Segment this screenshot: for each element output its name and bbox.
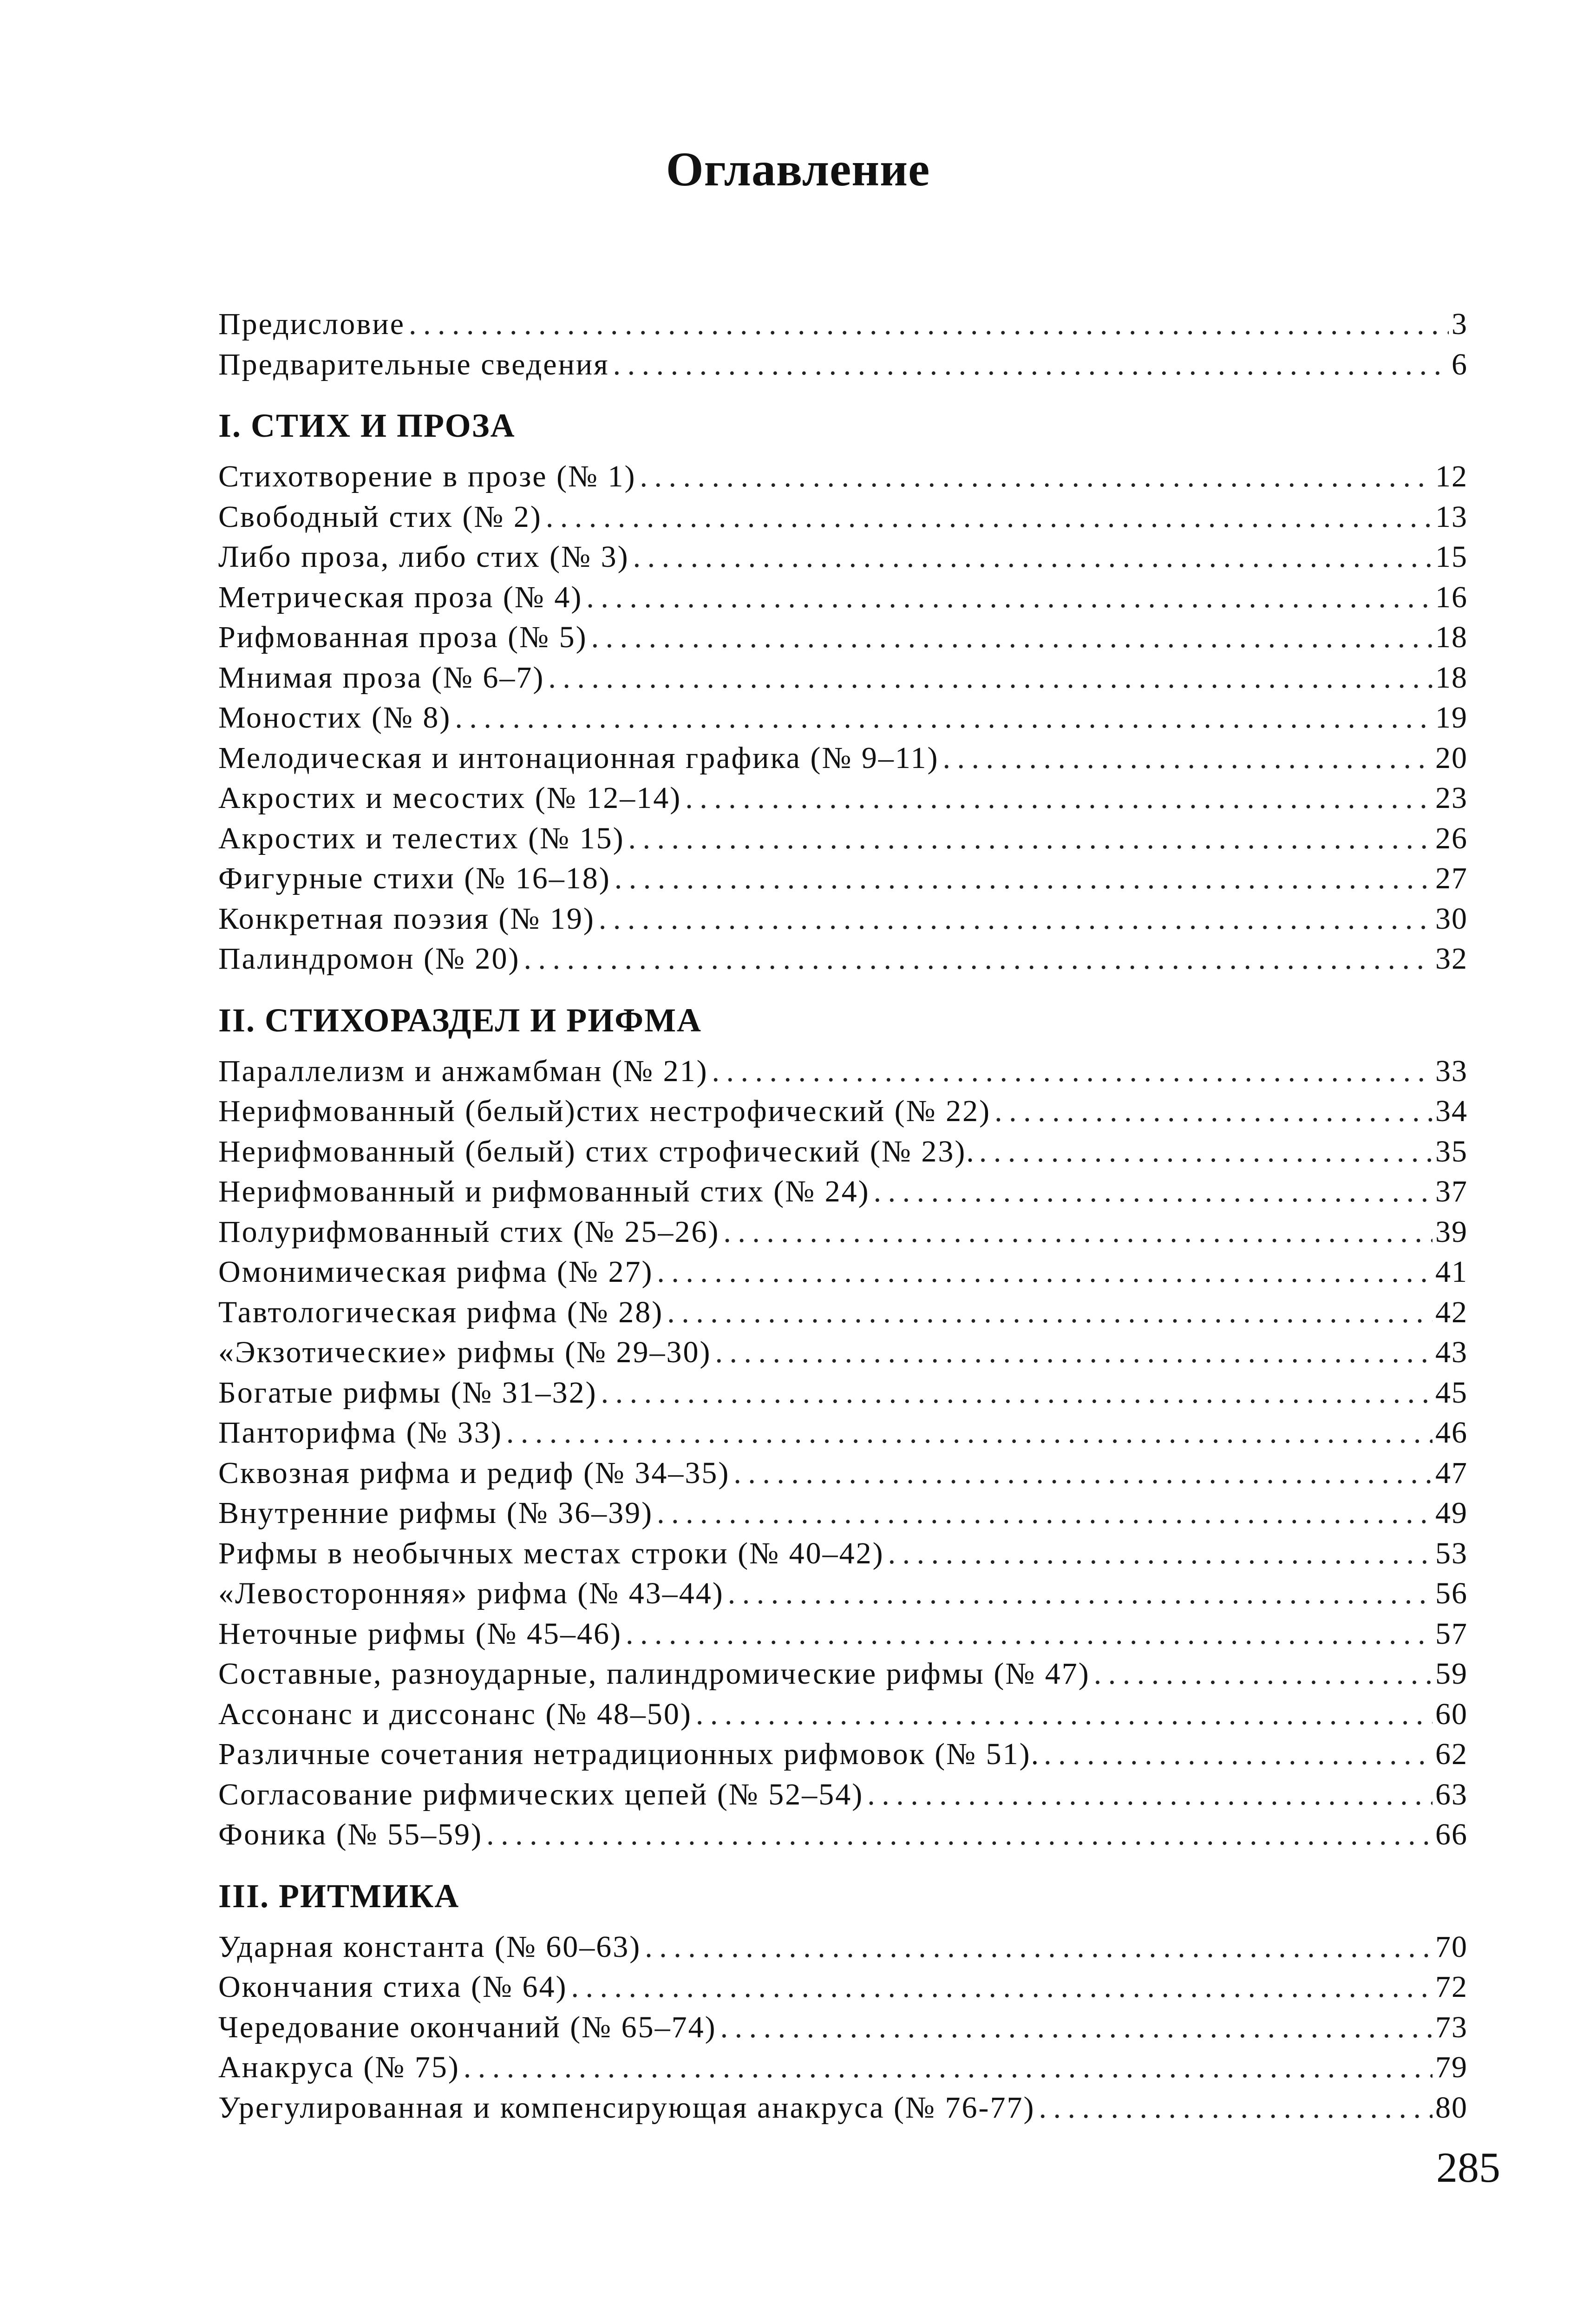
toc-entry-page: 53 <box>1435 1536 1468 1570</box>
toc-entry <box>218 1453 1468 1494</box>
toc-entry-label: Панторифма (№ 33) <box>218 1416 503 1450</box>
toc-entry <box>218 1373 1468 1413</box>
dot-leader <box>942 738 1432 778</box>
toc-entry-label: Моностих (№ 8) <box>218 701 451 735</box>
toc-entry-page: 43 <box>1435 1335 1468 1369</box>
dot-leader <box>506 1413 1432 1453</box>
dot-leader <box>455 698 1432 738</box>
toc-entry-label: Стихотворение в прозе (№ 1) <box>218 459 636 493</box>
toc-entry-label: Предисловие <box>218 307 405 341</box>
toc-entry-label: Фигурные стихи (№ 16–18) <box>218 861 611 895</box>
toc-entry <box>218 1775 1468 1815</box>
dot-leader <box>645 1927 1432 1967</box>
toc-entry <box>218 537 1468 577</box>
dot-leader <box>657 1252 1432 1292</box>
toc-entry-label: Чередование окончаний (№ 65–74) <box>218 2010 717 2044</box>
toc-entry-page: 3 <box>1452 307 1468 341</box>
toc-entry <box>218 1132 1468 1172</box>
dot-leader <box>591 617 1432 657</box>
dot-leader <box>723 1212 1432 1252</box>
toc-entry <box>218 1332 1468 1373</box>
toc-entry <box>218 1927 1468 1968</box>
toc-entry-label: Мелодическая и интонационная графика (№ 9–11) <box>218 741 939 775</box>
dot-leader <box>601 1373 1432 1413</box>
dot-leader <box>685 778 1432 818</box>
toc-entry <box>218 1654 1468 1694</box>
toc-entry-label: Сквозная рифма и редиф (№ 34–35) <box>218 1456 730 1490</box>
toc-entry <box>218 1967 1468 2008</box>
dot-leader <box>728 1574 1432 1614</box>
toc-entry <box>218 345 1468 385</box>
dot-leader <box>888 1534 1432 1574</box>
dot-leader <box>733 1453 1432 1493</box>
toc-entry-page: 62 <box>1435 1737 1468 1771</box>
toc-entry <box>218 658 1468 698</box>
toc-entry-label: Мнимая проза (№ 6–7) <box>218 660 545 695</box>
dot-leader <box>546 497 1432 537</box>
toc-entry <box>218 819 1468 859</box>
toc-entry <box>218 939 1468 979</box>
toc-entry <box>218 899 1468 939</box>
toc-entry-page: 63 <box>1435 1777 1468 1811</box>
dot-leader <box>720 2008 1432 2047</box>
toc-entry-page: 47 <box>1435 1456 1468 1490</box>
dot-leader <box>548 658 1432 698</box>
toc-entry-label: «Экзотические» рифмы (№ 29–30) <box>218 1335 712 1369</box>
toc-entry-page: 13 <box>1435 499 1468 534</box>
toc-entry-label: Рифмованная проза (№ 5) <box>218 620 588 654</box>
toc-entry-page: 18 <box>1435 620 1468 654</box>
dot-leader <box>486 1815 1432 1855</box>
toc-entry-label: Полурифмованный стих (№ 25–26) <box>218 1214 720 1249</box>
toc-entry-page: 79 <box>1435 2050 1468 2084</box>
toc-entry-label: Ударная константа (№ 60–63) <box>218 1929 641 1964</box>
toc-entry-label: Свободный стих (№ 2) <box>218 499 542 534</box>
toc-entry-page: 72 <box>1435 1970 1468 2004</box>
toc-entry-page: 32 <box>1435 942 1468 976</box>
dot-leader <box>640 457 1433 497</box>
toc-entry-label: Либо проза, либо стих (№ 3) <box>218 540 629 574</box>
toc-entry-label: Окончания стиха (№ 64) <box>218 1970 568 2004</box>
dot-leader <box>667 1293 1432 1332</box>
toc-entry-label: «Левосторонняя» рифма (№ 43–44) <box>218 1576 724 1610</box>
dot-leader <box>409 304 1449 344</box>
toc-entry <box>218 1051 1468 1092</box>
toc-entry <box>218 1413 1468 1453</box>
toc-entry-page: 41 <box>1435 1255 1468 1289</box>
dot-leader <box>696 1694 1432 1734</box>
toc-entry-page: 12 <box>1435 459 1468 493</box>
toc-entry-page: 70 <box>1435 1929 1468 1964</box>
toc-entry-page: 56 <box>1435 1576 1468 1610</box>
toc-entry-label: Согласование рифмических цепей (№ 52–54) <box>218 1777 864 1811</box>
page-title: Оглавление <box>666 143 930 196</box>
toc-entry <box>218 1534 1468 1574</box>
dot-leader <box>657 1493 1432 1533</box>
section-heading: III. РИТМИКА <box>218 1877 460 1915</box>
toc-entry-page: 80 <box>1435 2090 1468 2125</box>
dot-leader <box>1044 1734 1432 1774</box>
toc-entry <box>218 497 1468 538</box>
toc-entry-page: 46 <box>1435 1416 1468 1450</box>
toc-entry-page: 39 <box>1435 1214 1468 1249</box>
dot-leader <box>979 1132 1432 1172</box>
toc-entry-page: 60 <box>1435 1697 1468 1731</box>
toc-entry-page: 23 <box>1435 781 1468 815</box>
toc-entry-label: Палиндромон (№ 20) <box>218 942 520 976</box>
toc-entry <box>218 1493 1468 1534</box>
dot-leader <box>1039 2088 1432 2128</box>
toc-entry <box>218 577 1468 618</box>
toc-entry <box>218 457 1468 497</box>
toc-entry <box>218 1815 1468 1855</box>
toc-entry <box>218 1172 1468 1212</box>
toc-entry-label: Предварительные сведения <box>218 347 609 381</box>
toc-entry-page: 73 <box>1435 2010 1468 2044</box>
toc-entry <box>218 1212 1468 1253</box>
section-heading: II. СТИХОРАЗДЕЛ И РИФМА <box>218 1001 702 1039</box>
toc-entry-label: Составные, разноударные, палиндромические рифмы (№ 47) <box>218 1657 1090 1691</box>
toc-entry <box>218 304 1468 345</box>
section-heading: I. СТИХ И ПРОЗА <box>218 407 516 444</box>
toc-entry <box>218 1574 1468 1614</box>
toc-entry <box>218 859 1468 899</box>
toc-entry-page: 16 <box>1435 580 1468 614</box>
toc-entry-page: 34 <box>1435 1094 1468 1128</box>
dot-leader <box>571 1967 1433 2007</box>
toc-entry-page: 6 <box>1452 347 1468 381</box>
toc-entry-page: 42 <box>1435 1295 1468 1329</box>
dot-leader <box>464 2047 1432 2087</box>
toc-entry <box>218 1091 1468 1132</box>
dot-leader <box>633 537 1432 577</box>
toc-entry-page: 49 <box>1435 1496 1468 1530</box>
dot-leader <box>599 899 1432 939</box>
toc-entry-page: 57 <box>1435 1616 1468 1651</box>
dot-leader <box>586 577 1432 617</box>
table-of-contents <box>218 304 1468 2128</box>
toc-entry-label: Акростих и месостих (№ 12–14) <box>218 781 682 815</box>
toc-entry-label: Анакруса (№ 75) <box>218 2050 460 2084</box>
toc-entry-label: Нерифмованный (белый)стих нестрофический (№ 22) <box>218 1094 991 1128</box>
toc-entry-page: 37 <box>1435 1175 1468 1208</box>
toc-entry <box>218 698 1468 738</box>
dot-leader <box>712 1051 1432 1091</box>
toc-entry-label: Омонимическая рифма (№ 27) <box>218 1255 654 1289</box>
dot-leader <box>874 1172 1432 1212</box>
toc-entry-label: Конкретная поэзия (№ 19) <box>218 901 595 936</box>
toc-entry-page: 18 <box>1435 660 1468 695</box>
dot-leader <box>994 1091 1432 1131</box>
toc-entry-page: 45 <box>1435 1375 1468 1410</box>
toc-entry-label: Акростих и телестих (№ 15) <box>218 821 625 855</box>
toc-entry <box>218 2047 1468 2088</box>
toc-entry <box>218 738 1468 779</box>
toc-entry <box>218 2008 1468 2048</box>
toc-entry-page: 35 <box>1435 1134 1468 1168</box>
toc-entry-label: Ассонанс и диссонанс (№ 48–50) <box>218 1697 692 1731</box>
toc-entry <box>218 1252 1468 1293</box>
toc-entry-label: Параллелизм и анжамбман (№ 21) <box>218 1054 708 1088</box>
toc-entry-label: Фоника (№ 55–59) <box>218 1818 483 1851</box>
dot-leader <box>626 1614 1432 1654</box>
toc-entry <box>218 1614 1468 1654</box>
toc-entry-label: Богатые рифмы (№ 31–32) <box>218 1375 597 1410</box>
dot-leader <box>628 819 1432 859</box>
toc-entry-page: 20 <box>1435 741 1468 775</box>
dot-leader <box>867 1775 1432 1815</box>
toc-entry-page: 19 <box>1435 701 1468 735</box>
dot-leader <box>613 345 1449 385</box>
toc-entry-page: 27 <box>1435 861 1468 895</box>
dot-leader <box>715 1332 1432 1372</box>
dot-leader <box>615 859 1432 899</box>
toc-entry-label: Внутренние рифмы (№ 36–39) <box>218 1496 654 1530</box>
toc-entry-label: Рифмы в необычных местах строки (№ 40–42) <box>218 1536 884 1570</box>
toc-entry-label: Метрическая проза (№ 4) <box>218 580 583 614</box>
dot-leader <box>1094 1654 1432 1694</box>
toc-entry <box>218 1734 1468 1775</box>
toc-entry <box>218 778 1468 819</box>
toc-entry <box>218 617 1468 658</box>
toc-entry-page: 59 <box>1435 1657 1468 1691</box>
toc-entry <box>218 1293 1468 1333</box>
toc-entry-label: Урегулированная и компенсирующая анакруса (№ 76-77) <box>218 2090 1035 2125</box>
toc-entry-page: 30 <box>1435 901 1468 936</box>
toc-entry-label: Различные сочетания нетрадиционных рифмовок (№ 51). <box>218 1737 1040 1771</box>
toc-entry-label: Тавтологическая рифма (№ 28) <box>218 1295 664 1329</box>
toc-entry-page: 33 <box>1435 1054 1468 1088</box>
toc-entry-page: 15 <box>1435 540 1468 574</box>
toc-entry-label: Нерифмованный (белый) стих строфический (№ 23). <box>218 1134 975 1168</box>
toc-entry-page: 66 <box>1435 1818 1468 1851</box>
dot-leader <box>523 939 1432 979</box>
toc-entry <box>218 1694 1468 1735</box>
toc-entry <box>218 2088 1468 2128</box>
page-number: 285 <box>1436 2144 1500 2191</box>
toc-entry-label: Нерифмованный и рифмованный стих (№ 24) <box>218 1175 870 1208</box>
toc-entry-label: Неточные рифмы (№ 45–46) <box>218 1616 622 1651</box>
toc-entry-page: 26 <box>1435 821 1468 855</box>
